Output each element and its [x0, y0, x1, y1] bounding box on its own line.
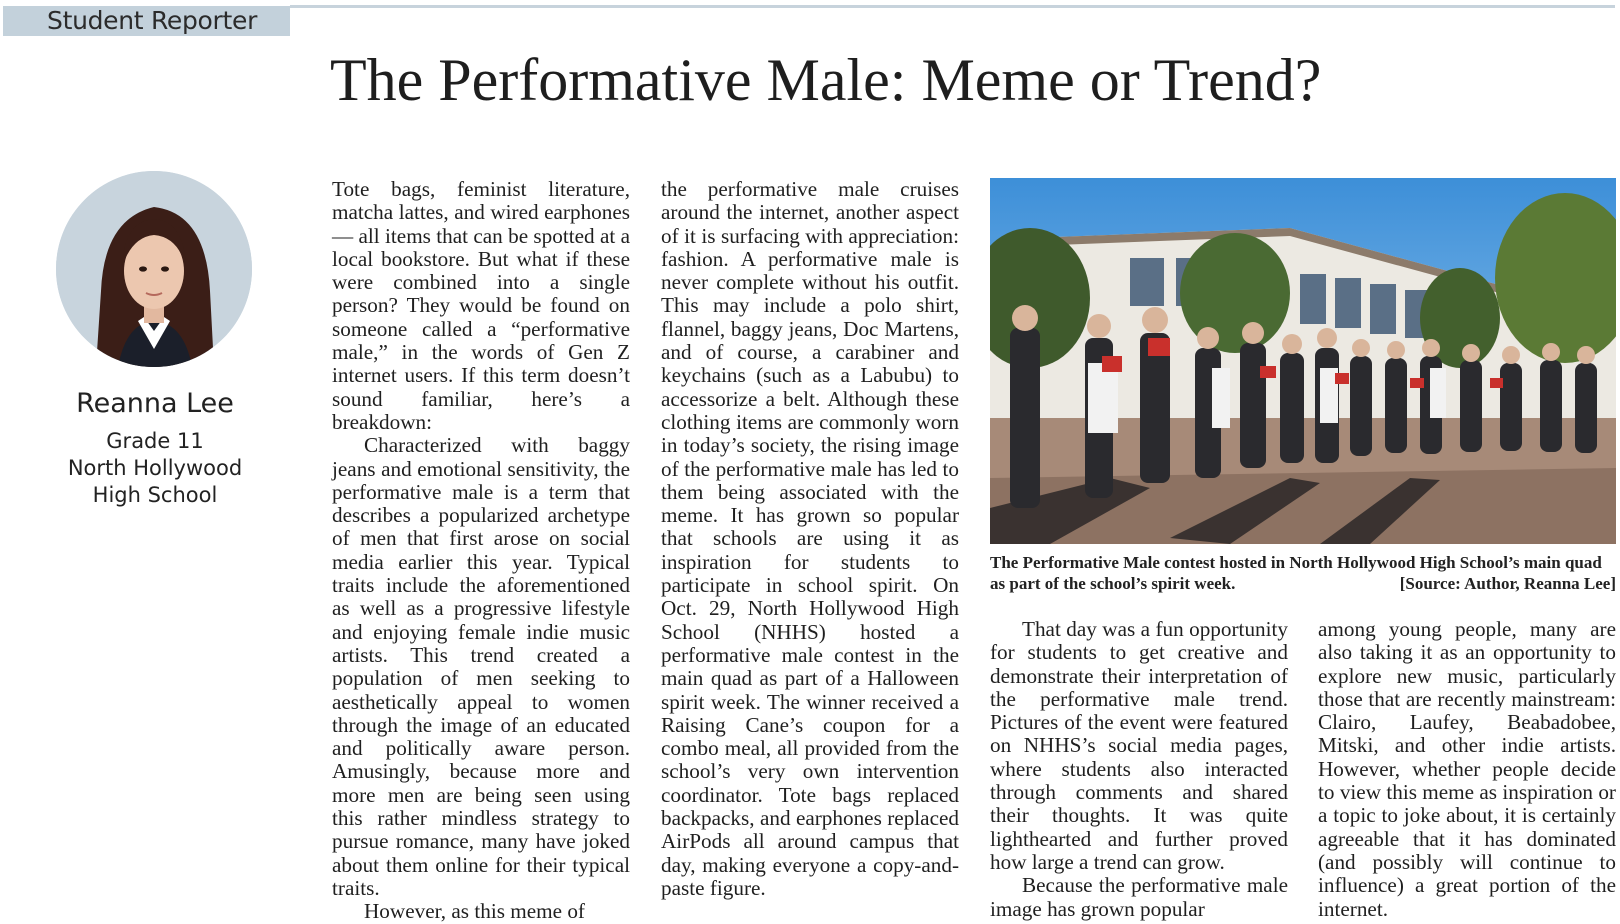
article-column-3	[990, 618, 1288, 921]
paragraph: However, as this meme of	[364, 899, 585, 924]
author-details	[0, 428, 310, 509]
author-school-line2: High School	[92, 483, 218, 507]
author-school-line1: North Hollywood	[67, 456, 243, 480]
author-name: Reanna Lee	[76, 388, 234, 419]
section-tag: Student Reporter	[3, 6, 290, 36]
paragraph: Tote bags, feminist literature, matcha lattes, and wired earphones — all items that can be spotted at a local bookstore. But what if these were combined into a single person? They would be found on someone called a “performative male,” in the words of Gen Z internet users. If this term doesn’t sound familiar, here’s a breakdown:	[332, 177, 630, 434]
paragraph: That day was a fun opportunity for students to get creative and demonstrate their interpretation of the performative male trend. Pictures of the event were featured on NHHS’s social media pages, where students also interacted through comments and shared their thoughts. It was quite lighthearted and further proved how large a trend can grow.	[990, 617, 1288, 874]
paragraph: among young people, many are also taking it as an opportunity to explore new music, particularly those that are recently mainstream: Clairo, Laufey, Beabadobee, Mitski, and other indie artists. However, whether people decide to view this meme as inspiration or a topic to joke about, it is certainly agreeable that it has dominated (and possibly will continue to influence) a great portion of the internet.	[1318, 617, 1616, 921]
author-photo	[56, 171, 252, 367]
caption-text: The Performative Male contest hosted in North Hollywood High School’s main quad as part of the school’s spirit week.	[990, 553, 1602, 593]
headline: The Performative Male: Meme or Trend?	[330, 47, 1322, 113]
article-column-1	[332, 178, 630, 924]
event-photo-image	[990, 178, 1616, 544]
paragraph: Characterized with baggy jeans and emotional sensitivity, the performative male is a term that describes a popularized archetype of men that first arose on social media earlier this year. Typical traits include the aforementioned as well as a progressive lifestyle and enjoying female indie music artists. This trend created a population of men seeking to aesthetically appeal to women through the image of an educated and politically aware person. Amusingly, because more and more men are being seen using this rather mindless strategy to pursue romance, many have joked about them online for their typical traits.	[332, 433, 630, 900]
author-portrait-image	[56, 171, 252, 367]
article-column-4	[1318, 618, 1616, 921]
author-grade: Grade 11	[106, 429, 204, 453]
caption-source: [Source: Author, Reanna Lee]	[1399, 574, 1616, 593]
paragraph: the performative male cruises around the internet, another aspect of it is surfacing with appreciation: fashion. A performative male is never complete without his outfit. This may include a polo shirt, flannel, baggy jeans, Doc Martens, and of course, a carabiner and keychains (such as a Labubu) to accessorize a belt. Although these clothing items are commonly worn in today’s society, the rising image of the performative male has led to them being associated with the meme. It has grown so popular that schools are using it as inspiration for students to participate in school spirit. On Oct. 29, North Hollywood High School (NHHS) hosted a performative male contest in the main quad as part of a Halloween spirit week. The winner received a Raising Cane’s coupon for a combo meal, all provided from the school’s very own intervention coordinator. Tote bags replaced backpacks, and earphones replaced AirPods all around campus that day, making everyone a copy-and-paste figure.	[661, 177, 959, 900]
article-photo	[990, 178, 1616, 544]
top-rule	[290, 5, 1615, 8]
article-column-2	[661, 178, 959, 900]
photo-caption	[990, 552, 1616, 594]
paragraph: Because the performative male image has grown popular	[990, 873, 1288, 921]
